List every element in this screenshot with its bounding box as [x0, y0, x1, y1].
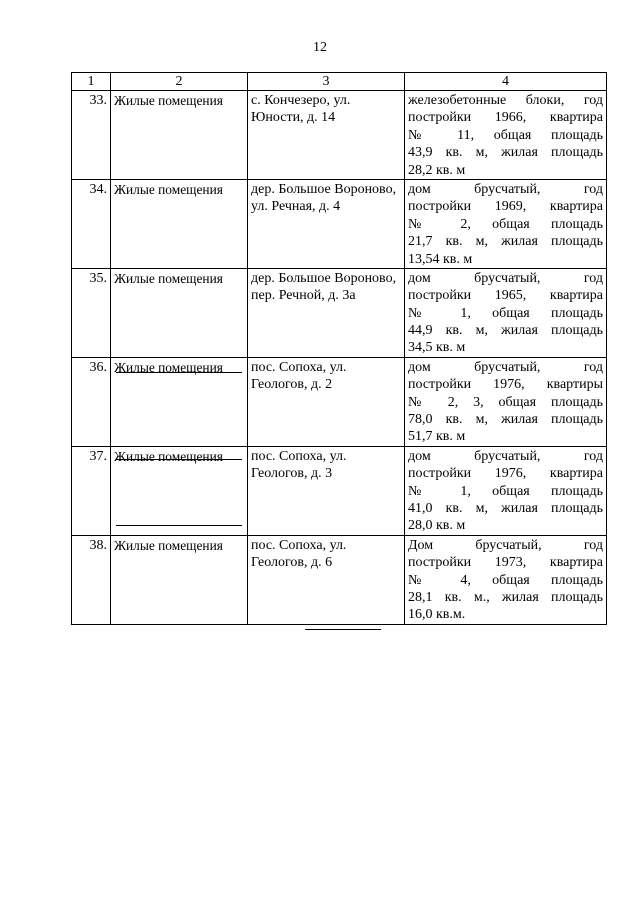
- end-rule: [305, 629, 381, 630]
- header-col-4: 4: [405, 73, 607, 91]
- description-line: № 1, общая площадь: [408, 483, 603, 499]
- table-row: [72, 179, 607, 268]
- property-address: пос. Сопоха, ул. Геологов, д. 6: [248, 535, 405, 624]
- page-number: 12: [313, 40, 327, 55]
- underline-mark-38: [116, 525, 242, 526]
- description-line: дом брусчатый, год: [408, 181, 603, 197]
- row-number: 35.: [72, 268, 111, 357]
- description-line: дом брусчатый, год: [408, 359, 603, 375]
- description-line: постройки 1969, квартира: [408, 199, 603, 215]
- description-line: № 4, общая площадь: [408, 572, 603, 588]
- property-address: дер. Большое Вороново, пер. Речной, д. 3а: [248, 268, 405, 357]
- description-line: № 2, общая площадь: [408, 216, 603, 232]
- description-line: постройки 1976, квартира: [408, 466, 603, 482]
- underline-mark-36: [116, 372, 242, 373]
- property-address: пос. Сопоха, ул. Геологов, д. 2: [248, 357, 405, 446]
- row-number: 34.: [72, 179, 111, 268]
- description-line: постройки 1965, квартира: [408, 288, 603, 304]
- header-col-3: 3: [248, 73, 405, 91]
- description-line: 78,0 кв. м, жилая площадь: [408, 412, 603, 428]
- property-description: [405, 535, 607, 624]
- description-line: 34,5 кв. м: [408, 340, 466, 356]
- description-line: 51,7 кв. м: [408, 429, 466, 445]
- property-description: [405, 268, 607, 357]
- table-body: [72, 91, 607, 625]
- row-number: 36.: [72, 357, 111, 446]
- property-address: с. Кончезеро, ул. Юности, д. 14: [248, 91, 405, 180]
- property-description: [405, 357, 607, 446]
- description-line: 43,9 кв. м, жилая площадь: [408, 145, 603, 161]
- property-type: Жилые помещения: [111, 268, 248, 357]
- description-line: дом брусчатый, год: [408, 270, 603, 286]
- description-line: № 2, 3, общая площадь: [408, 394, 603, 410]
- property-type: Жилые помещения: [111, 179, 248, 268]
- table-row: [72, 357, 607, 446]
- description-line: Дом брусчатый, год: [408, 537, 603, 553]
- description-line: постройки 1973, квартира: [408, 555, 603, 571]
- table-header-row: [72, 73, 607, 91]
- description-line: железобетонные блоки, год: [408, 93, 603, 108]
- description-line: постройки 1966, квартира: [408, 110, 603, 126]
- table-row: [72, 535, 607, 624]
- description-line: 13,54 кв. м: [408, 251, 473, 267]
- row-number: 38.: [72, 535, 111, 624]
- description-line: 21,7 кв. м, жилая площадь: [408, 234, 603, 250]
- description-line: 28,1 кв. м., жилая площадь: [408, 589, 603, 605]
- row-number: 37.: [72, 446, 111, 535]
- property-address: дер. Большое Вороново, ул. Речная, д. 4: [248, 179, 405, 268]
- description-line: № 1, общая площадь: [408, 305, 603, 321]
- property-type: Жилые помещения: [111, 446, 248, 535]
- description-line: 28,0 кв. м: [408, 518, 466, 534]
- property-address: пос. Сопоха, ул. Геологов, д. 3: [248, 446, 405, 535]
- property-description: [405, 179, 607, 268]
- table-row: [72, 91, 607, 180]
- property-type: Жилые помещения: [111, 357, 248, 446]
- description-line: 28,2 кв. м: [408, 162, 466, 178]
- property-description: [405, 91, 607, 180]
- property-type: Жилые помещения: [111, 91, 248, 180]
- property-table: [71, 72, 607, 625]
- underline-mark-37: [116, 459, 242, 460]
- header-col-2: 2: [111, 73, 248, 91]
- header-col-1: 1: [72, 73, 111, 91]
- description-line: 41,0 кв. м, жилая площадь: [408, 500, 603, 516]
- description-line: 16,0 кв.м.: [408, 607, 466, 623]
- description-line: дом брусчатый, год: [408, 448, 603, 464]
- property-type: Жилые помещения: [111, 535, 248, 624]
- description-line: № 11, общая площадь: [408, 127, 603, 143]
- row-number: 33.: [72, 91, 111, 180]
- table-row: [72, 268, 607, 357]
- description-line: постройки 1976, квартиры: [408, 377, 603, 393]
- property-description: [405, 446, 607, 535]
- description-line: 44,9 кв. м, жилая площадь: [408, 323, 603, 339]
